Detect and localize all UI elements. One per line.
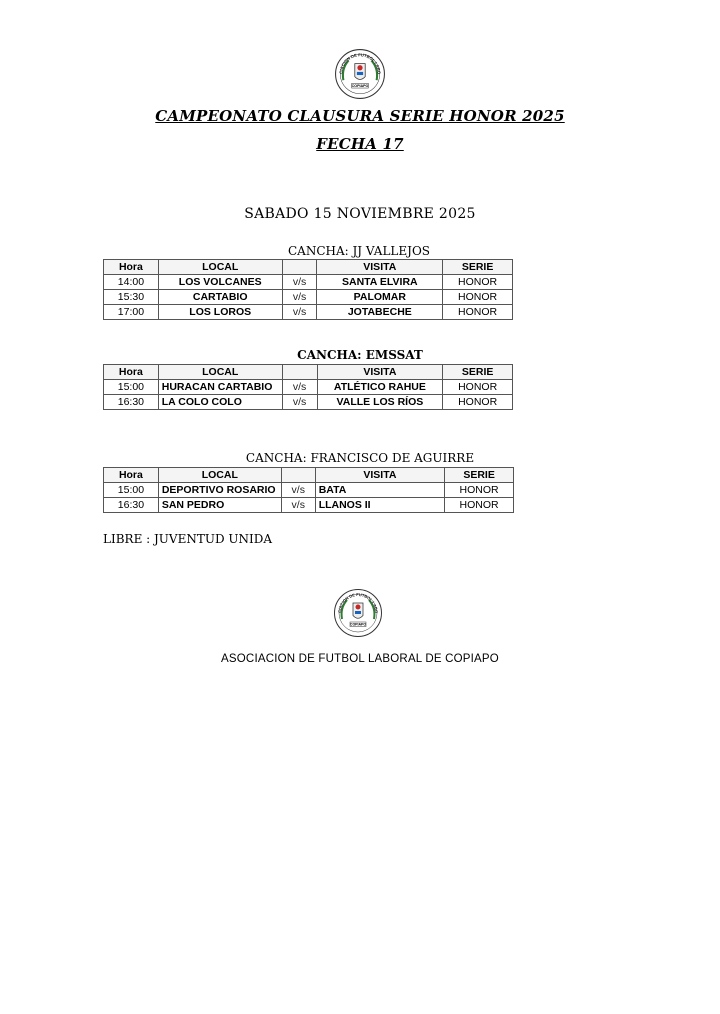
col-vs (281, 468, 315, 483)
col-serie: SERIE (443, 365, 513, 380)
tournament-title: CAMPEONATO CLAUSURA SERIE HONOR 2025 (155, 107, 565, 125)
svg-text:ASOCIACION DE FUTBOL LABORAL: CIACION DE FUTBOL LABO (338, 52, 382, 75)
cell-serie: HONOR (443, 395, 513, 410)
cell-vs: v/s (282, 395, 317, 410)
table-row (104, 275, 513, 290)
round-title: FECHA 17 (316, 135, 404, 153)
cell-hora: 14:00 (104, 275, 159, 290)
cell-local: LA COLO COLO (158, 395, 282, 410)
cell-serie: HONOR (443, 290, 513, 305)
fixture-table-1 (103, 259, 513, 320)
table-row (104, 498, 514, 513)
venue-title-1: CANCHA: JJ VALLEJOS (287, 244, 431, 258)
cell-serie: HONOR (445, 483, 514, 498)
cell-serie: HONOR (443, 275, 513, 290)
cell-local: LOS LOROS (158, 305, 282, 320)
cell-serie: HONOR (443, 380, 513, 395)
svg-text:COPIAPO: COPIAPO (349, 622, 367, 627)
fixture-table-3 (103, 467, 514, 513)
svg-text:ASOCIACION DE FUTBOL LABORAL: CIACION DE FUTBOL LABO (336, 591, 380, 614)
col-visita: VISITA (315, 468, 444, 483)
venue-title-2: CANCHA: EMSSAT (297, 348, 423, 362)
table-header (104, 468, 514, 483)
cell-local: SAN PEDRO (158, 498, 281, 513)
cell-vs: v/s (282, 380, 317, 395)
association-logo-bottom (333, 588, 383, 638)
bye-team: LIBRE : JUVENTUD UNIDA (103, 532, 273, 546)
table-row (104, 290, 513, 305)
col-visita: VISITA (317, 365, 443, 380)
venue-title-3: CANCHA: FRANCISCO DE AGUIRRE (245, 451, 475, 465)
col-local: LOCAL (158, 468, 281, 483)
cell-local: LOS VOLCANES (158, 275, 282, 290)
col-hora: Hora (104, 260, 159, 275)
table-row (104, 305, 513, 320)
cell-visita: VALLE LOS RÍOS (317, 395, 443, 410)
col-vs (282, 260, 317, 275)
table-row (104, 483, 514, 498)
col-vs (282, 365, 317, 380)
col-local: LOCAL (158, 260, 282, 275)
cell-local: DEPORTIVO ROSARIO (158, 483, 281, 498)
col-visita: VISITA (317, 260, 443, 275)
cell-serie: HONOR (443, 305, 513, 320)
crest-icon (334, 48, 386, 100)
table-row (104, 395, 513, 410)
cell-hora: 16:30 (104, 498, 159, 513)
cell-visita: LLANOS II (315, 498, 444, 513)
table-row (104, 380, 513, 395)
cell-visita: ATLÉTICO RAHUE (317, 380, 443, 395)
cell-vs: v/s (282, 275, 317, 290)
cell-local: CARTABIO (158, 290, 282, 305)
col-serie: SERIE (445, 468, 514, 483)
cell-hora: 15:00 (104, 380, 159, 395)
cell-vs: v/s (281, 498, 315, 513)
table-header (104, 365, 513, 380)
cell-hora: 15:30 (104, 290, 159, 305)
crest-icon (333, 588, 383, 638)
cell-vs: v/s (282, 305, 317, 320)
cell-vs: v/s (282, 290, 317, 305)
col-serie: SERIE (443, 260, 513, 275)
cell-visita: JOTABECHE (317, 305, 443, 320)
cell-visita: BATA (315, 483, 444, 498)
cell-hora: 16:30 (104, 395, 159, 410)
svg-text:COPIAPO: COPIAPO (351, 84, 369, 88)
col-hora: Hora (104, 365, 159, 380)
cell-local: HURACAN CARTABIO (158, 380, 282, 395)
fixture-table-2 (103, 364, 513, 410)
col-hora: Hora (104, 468, 159, 483)
cell-visita: SANTA ELVIRA (317, 275, 443, 290)
cell-hora: 15:00 (104, 483, 159, 498)
footer-association-name: ASOCIACION DE FUTBOL LABORAL DE COPIAPO (221, 653, 499, 665)
cell-hora: 17:00 (104, 305, 159, 320)
match-date: SABADO 15 NOVIEMBRE 2025 (244, 206, 476, 222)
cell-vs: v/s (281, 483, 315, 498)
cell-visita: PALOMAR (317, 290, 443, 305)
cell-serie: HONOR (445, 498, 514, 513)
table-header (104, 260, 513, 275)
col-local: LOCAL (158, 365, 282, 380)
association-logo-top (334, 48, 386, 100)
